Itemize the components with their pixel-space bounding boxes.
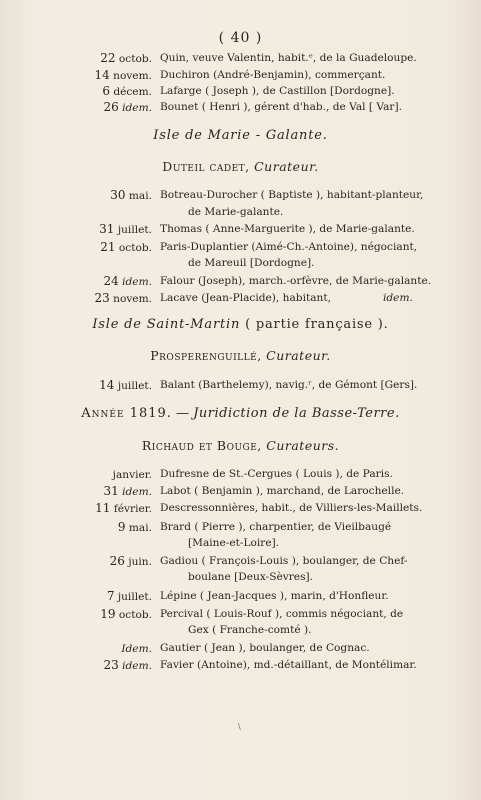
entry-continuation: de Mareuil [Dordogne]. <box>188 257 315 269</box>
entry-text: Bounet ( Henri ), gérent d'hab., de Val [ Var]. <box>160 101 402 113</box>
entry-text: Botreau-Durocher ( Baptiste ), habitant-planteur, <box>160 189 424 201</box>
curator-line: Duteil cadet, Curateur. <box>162 159 319 174</box>
entry-day: 11 <box>95 501 111 515</box>
entry-text: Lacave (Jean-Placide), habitant, idem. <box>160 292 413 304</box>
entry-text: Dufresne de St.-Cergues ( Louis ), de Paris. <box>160 468 393 480</box>
entry-month: juillet. <box>117 380 152 392</box>
entry-text: Quin, veuve Valentin, habit.ᵉ, de la Guadeloupe. <box>160 52 417 64</box>
entry-day: 21 <box>100 240 116 254</box>
entry-month: mai. <box>128 522 152 534</box>
entry-text: Lafarge ( Joseph ), de Castillon [Dordogne]. <box>160 85 395 97</box>
entry-continuation: de Marie-galante. <box>188 206 284 218</box>
curator-name: Richaud et Bouge <box>141 438 258 453</box>
curator-role: Curateur. <box>254 159 319 174</box>
curator-role: Curateur. <box>266 348 331 363</box>
entry-text: Percival ( Louis-Rouf ), commis négociant, de <box>160 608 404 620</box>
entry-month: octob. <box>118 53 152 65</box>
entry-month: novem. <box>113 293 152 305</box>
year-heading <box>0 406 481 421</box>
entry-month: février. <box>113 503 152 515</box>
entry-month: octob. <box>118 609 152 621</box>
entry-text: Descressonnières, habit., de Villiers-les-Maillets. <box>160 502 423 514</box>
entry-text: Balant (Barthelemy), navig.ʳ, de Gémont [Gers]. <box>160 379 418 391</box>
entry-text: Gautier ( Jean ), boulanger, de Cognac. <box>160 642 370 654</box>
curator-role: Curateurs. <box>266 438 340 453</box>
curator-name: Duteil cadet <box>162 159 246 174</box>
entry-idem: idem. <box>383 292 413 304</box>
entry-continuation: boulane [Deux-Sèvres]. <box>188 571 314 583</box>
entry-text: Duchiron (André-Benjamin), commerçant. <box>160 69 386 81</box>
entry-month: juillet. <box>117 224 152 236</box>
entry-day: 31 <box>99 222 115 236</box>
year-dash: — <box>176 406 190 421</box>
entry-day: 23 <box>94 291 110 305</box>
entry-month: juin. <box>128 556 152 568</box>
entry-continuation: Gex ( Franche-comté ). <box>188 624 312 636</box>
footer-mark: \ <box>238 722 241 731</box>
entry-month: idem. <box>122 276 152 288</box>
entry-day: 19 <box>100 607 116 621</box>
entry-day: 14 <box>99 378 115 392</box>
page-number: ( 40 ) <box>218 30 263 46</box>
entry-text: Brard ( Pierre ), charpentier, de Vieilbaugé <box>160 521 392 533</box>
jurisdiction: Juridiction de la Basse-Terre. <box>193 406 400 421</box>
entry-month: Idem. <box>121 643 152 655</box>
entry-text: Lépine ( Jean-Jacques ), marin, d'Honfleur. <box>160 590 389 602</box>
entry-day: 30 <box>110 188 126 202</box>
entry-text: Paris-Duplantier (Aimé-Ch.-Antoine), négociant, <box>160 241 418 253</box>
entry-month: juillet. <box>117 591 152 603</box>
entry-month: idem. <box>122 660 152 672</box>
entry-month: idem. <box>122 102 152 114</box>
entry-month: novem. <box>113 70 152 82</box>
section-heading: Isle de Saint-Martin ( partie française ). <box>92 317 389 332</box>
entry-day: 14 <box>94 68 110 82</box>
entry-day: 24 <box>103 274 119 288</box>
entry-continuation: [Maine-et-Loire]. <box>188 537 280 549</box>
entry-text: Thomas ( Anne-Marguerite ), de Marie-galante. <box>160 223 415 235</box>
entry-day: 26 <box>103 100 119 114</box>
entry-day: 23 <box>103 658 119 672</box>
entry-day: 6 <box>102 84 110 98</box>
entry-day: 22 <box>100 51 116 65</box>
entry-month: janvier. <box>112 469 152 481</box>
entry-day: 31 <box>103 484 119 498</box>
curator-name: Prosperenguillé <box>150 348 258 363</box>
curator-line: Richaud et Bouge, Curateurs. <box>141 438 340 453</box>
entry-day: 7 <box>106 589 115 603</box>
entry-month: décem. <box>113 86 152 98</box>
entry-month: idem. <box>122 486 152 498</box>
section-heading: Isle de Marie - Galante. <box>153 128 328 143</box>
entry-day: 26 <box>109 554 125 568</box>
entry-text: Gadiou ( François-Louis ), boulanger, de Chef- <box>160 555 408 567</box>
curator-line: Prosperenguillé, Curateur. <box>150 348 331 363</box>
entry-text: Favier (Antoine), md.-détaillant, de Montélimar. <box>160 659 417 671</box>
entry-day: 9 <box>117 520 126 534</box>
section-heading-tail: ( partie française ). <box>245 317 389 332</box>
entry-text: Labot ( Benjamin ), marchand, de Larochelle. <box>160 485 405 497</box>
entry-month: octob. <box>118 242 152 254</box>
entry-text: Falour (Joseph), march.-orfèvre, de Marie-galante. <box>160 275 432 287</box>
year-label: Année 1819. <box>81 406 172 421</box>
entry-month: mai. <box>128 190 152 202</box>
